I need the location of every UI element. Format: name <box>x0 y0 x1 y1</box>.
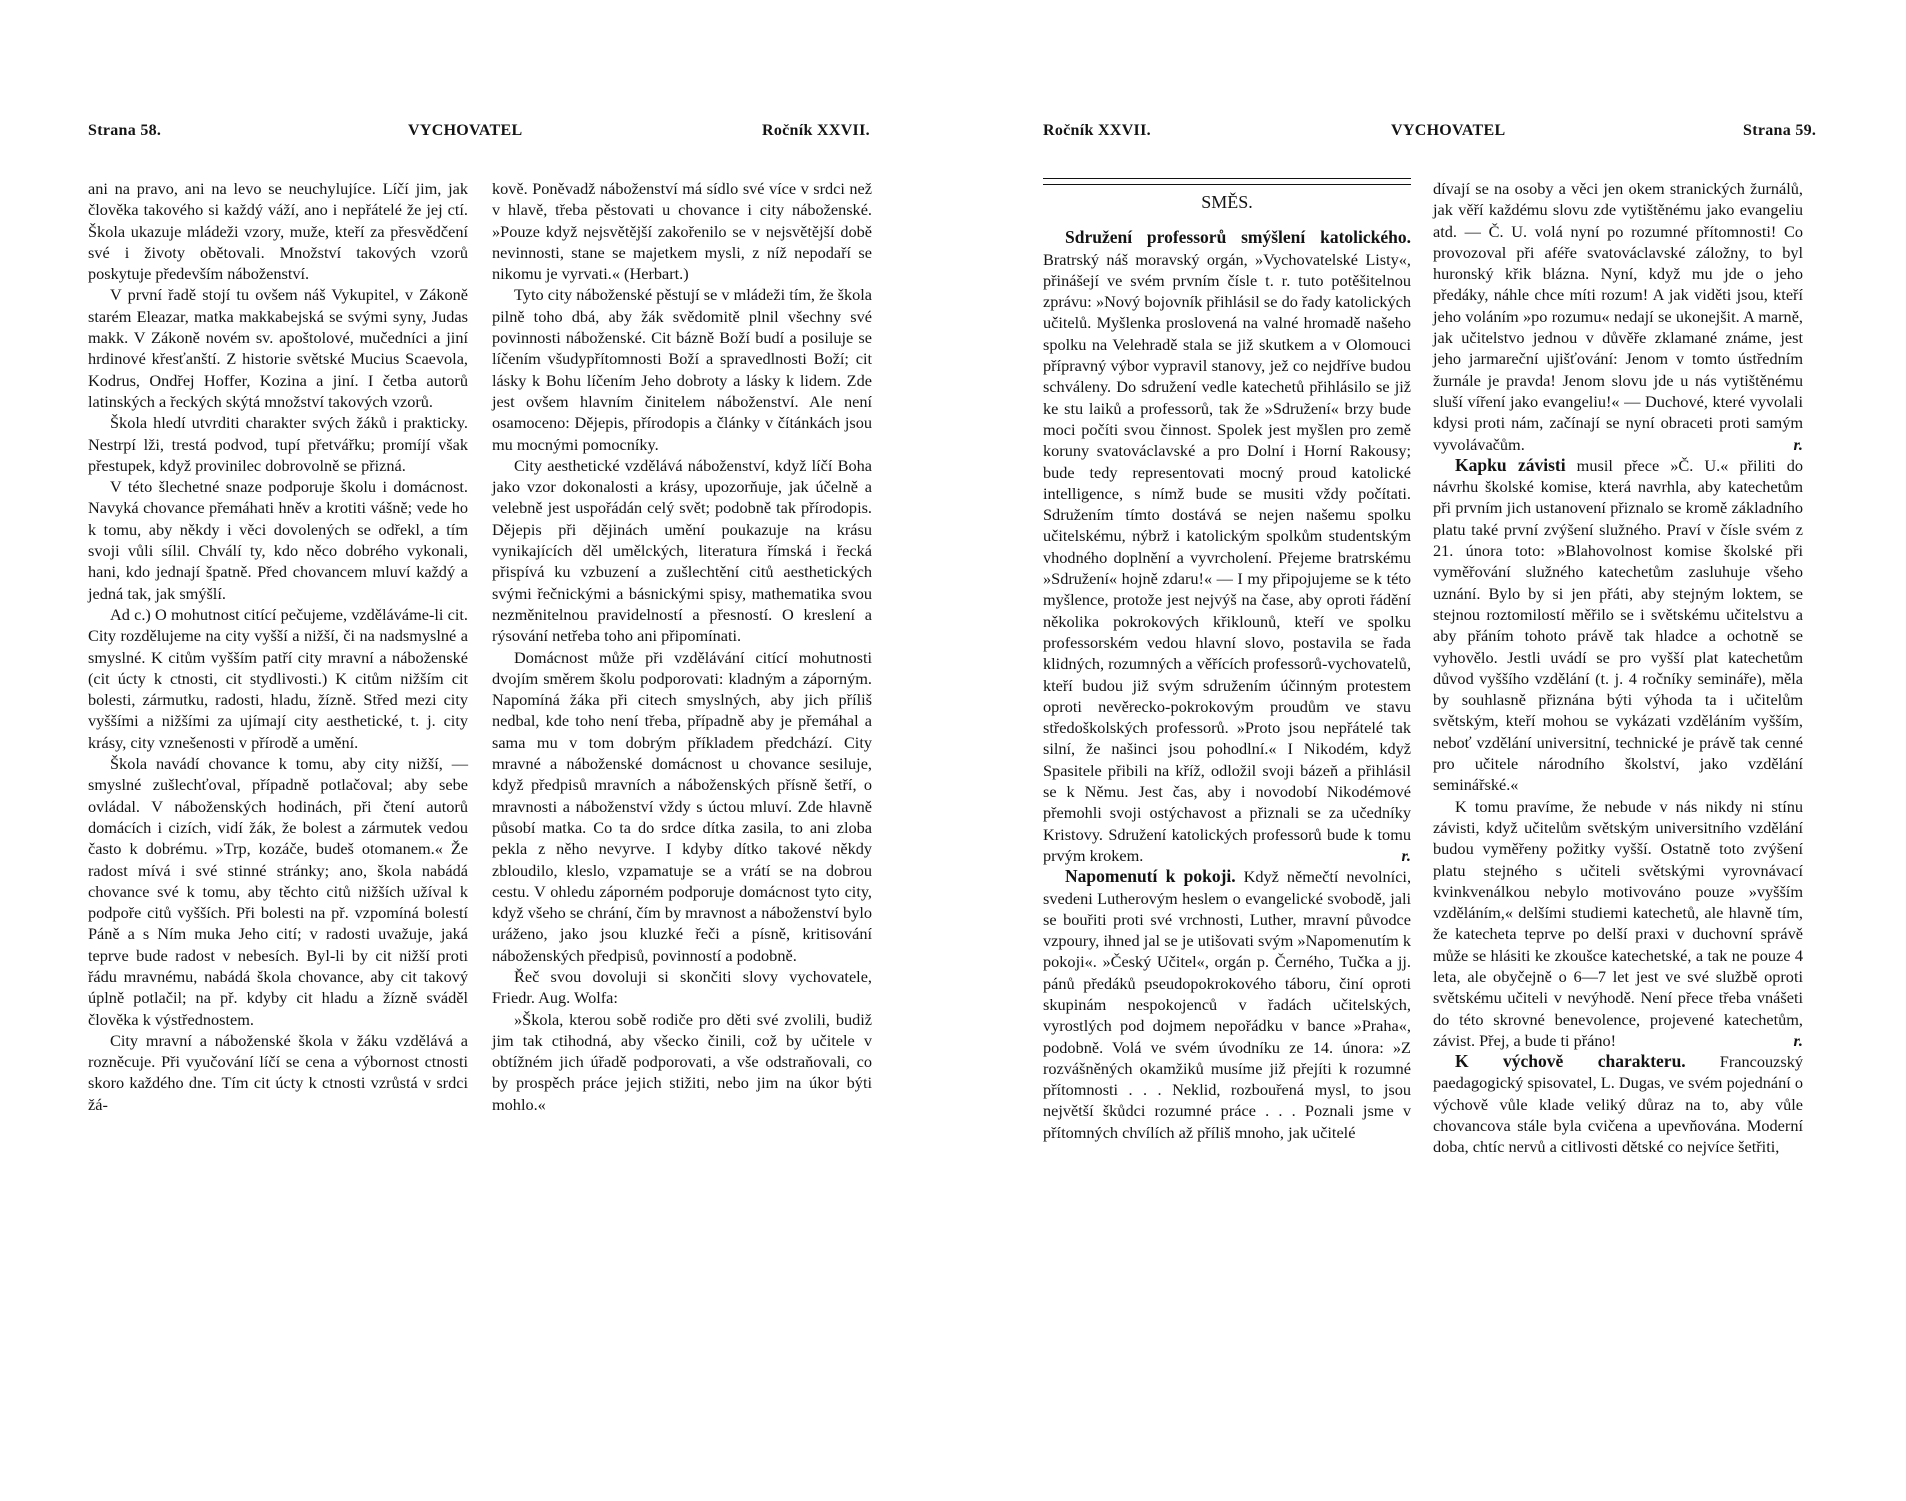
article-signature: r. <box>1401 845 1411 865</box>
paragraph: City mravní a náboženské škola v žáku vzdělává a rozněcuje. Při vyučování líčí se cena a výbornost ctnosti skoro každého dne. Tím cit úcty k ctnosti vzrůstá v srdci žá- <box>88 1030 468 1114</box>
right-column-2 <box>1433 178 1803 1158</box>
paragraph: Řeč svou dovoluji si skončiti slovy vychovatele, Friedr. Aug. Wolfa: <box>492 966 872 1008</box>
article-heading: Kapku závisti <box>1455 454 1566 475</box>
section-title: SMĚS. <box>1201 192 1253 212</box>
paragraph: Ad c.) O mohutnost citící pečujeme, vzděláváme-li cit. City rozdělujeme na city vyšší a nižší, či na nadsmyslné a smyslné. K citům vyšším patří city mravní a náboženské (cit úcty k ctnosti, cit stydlivosti.) K citům nižším cit bolesti, zármutku, radosti, hladu, žízně. Střed mezi city vyššími a nižšími za ujímají city aesthetické, t. j. city krásy, city vznešenosti v přírodě a umění. <box>88 604 468 752</box>
journal-title-right: VYCHOVATEL <box>1391 122 1506 139</box>
paragraph: »Škola, kterou sobě rodiče pro děti své zvolili, budiž jim tak ctihodná, aby všecko činili, což by učitele v obtížném jich úřadě podporovati, a vše odstraňovali, co by prospěch práce jejich stižiti, nebo jim na úkor býti mohlo.« <box>492 1009 872 1114</box>
paragraph: Domácnost může při vzdělávání citící mohutnosti dvojím směrem školu podporovati: kladným a záporným. Napomíná žáka při citech smyslných, aby jich příliš nedbal, kde toho není třeba, případně aby je přemáhal a sama mu v tom dobrým příkladem předchází. City mravné a náboženské domácnost u chovance sesiluje, když předpisů mravních a náboženských přísně šetří, o mravnosti a náboženství vždy s úctou mluví. Zde hlavně působí matka. Co ta do srdce dítka zasila, to ani zloba pekla z něho nevyrve. I kdyby dítko takové někdy zbloudilo, kleslo, vzpamatuje se a vrátí se na dobrou cestu. V ohledu záporném podporuje domácnost tyto city, když všeho se chrání, čím by mravnost a náboženství bylo uráženo, jako jsou kluzké řeči a písně, kritisování náboženských předpisů, povinností a podobně. <box>492 647 872 965</box>
article-heading: Napomenutí k pokoji. <box>1065 866 1236 887</box>
article-text: musil přece »Č. U.« přiliti do návrhu školské komise, která navrhla, aby katechetům při prvním jich ustanovení přiznalo se kromě základního platu také první zvýšení služného. Praví v čísle svém z 21. února toto: »Blahovolnost komise školské při vyměřování služného katechetům zasluhuje všeho uznání. Bylo by si jen přáti, aby stejným loktem, se stejnou roztomilostí měřilo se i světskému učitelstvu a aby přáním tohoto právě tak hladce a ochotně se vyhovělo. Jestli uvádí se pro vyšší plat katechetům důvod vyššího vzdělání (t. j. 4 ročníky semináře), měla by souhlasně přiznána býti výhoda ta i učitelům světským, kteří mohou se vykázati vzděláním vyšším, neboť vzdělání universitní, technické je právě tak cenné pro učitele národního školství, jako vzdělání seminářské.« <box>1433 455 1803 795</box>
paragraph: kově. Poněvadž náboženství má sídlo své více v srdci než v hlavě, třeba pěstovati u chovance i city náboženské. »Pouze když nejsvětější zakořenilo se v nejsvětější době nevinnosti, stane se majetkem mysli, z níž nepodaří se nikomu je vyrvati.« (Herbart.) <box>492 179 872 284</box>
section-rule-top-thin <box>1043 184 1411 185</box>
article-text: Bratrský náš moravský orgán, »Vychovatelské Listy«, přinášejí ve svém prvním čísle t. r. tuto potěšitelnou zprávu: »Nový bojovník přihlásil se do řady katolických učitelů. Myšlenka proslovená na valné hromadě našeho spolku na Velehradě stala se již skutkem a v Olomouci přípravný výbor vypravil stanovy, jež co nejdříve budou schváleny. Do sdružení vedle katechetů přihlásilo se již ke stu laiků a professorů, tak že »Sdružení« brzy bude moci počíti svou činnost. Spolek jest myšlen pro země koruny svatováclavské a pro Dolní i Horní Rakousy; bude tedy representovati mocný proud katolické intelligence, s nímž bude se musiti vždy počítati. Sdružením tímto dostává se nejen našemu spolku učitelskému, nýbrž i katolickým spolkům studentským vhodného doplnění a vyvrcholení. Přejeme bratrskému »Sdružení« hojně zdaru!« — I my připojujeme se k této myšlence, protože jest nejvýš na čase, aby oproti řádění několika pokrokových křiklounů, kteří ve spolku professorském vedou hlavní slovo, postavila se řada klidných, rozumných a věřících professorů-vychovatelů, kteří budou již svým sdružením účinným protestem oproti nevěrecko-pokrokovým proudům ve stavu středoškolských professorů. »Proto jsou nepřátelé tak silní, že našinci jsou pohodlní.« I Nikodém, když Spasitele přibili na kříž, odložil svoji bázeň a přihlásil se k Němu. Jest čas, aby i novodobí Nikodémové přemohli svoji ostýchavost a přiznali se za učedníky Kristovy. Sdružení katolických professorů bude k tomu prvým krokem. <box>1043 249 1412 865</box>
volume-left: Ročník XXVII. <box>762 122 870 139</box>
right-page <box>953 0 1906 1501</box>
article-text: dívají se na osoby a věci jen okem stranických žurnálů, jak věří každému slovu zde vytištěnému jako evangeliu atd. — Č. U. volá nyní po rozumné přítomnosti! Co provozoval při aféře svatováclavské záložny, to byl huronský křik blázna. Nyní, když mu jde o jeho předáky, náhle chce míti rozum! A jak viděti jsou, kteří jeho voláním »po rozumu« nedají se ukonejšit. A marně, jak učitelstvo jednou v důvěře zklamané známe, jest jeho jarmareční ujišťování: Jenom v tomto ústředním žurnále je pravda! Jenom slovu jde u nás vytištěnému sluší víření jako evangeliu!« — Duchové, které vyvolali kdysi proti nám, začínají se nyní obraceti proti samým vyvolávačům. <box>1433 179 1803 454</box>
paragraph: Tyto city náboženské pěstují se v mládeži tím, že škola pilně toho dbá, aby žák svědomitě plnil všechny své povinnosti náboženské. Cit bázně Boží budí a posiluje se líčením všudypřítomnosti Boží a spravedlnosti Boží; cit lásky k Bohu líčením Jeho dobroty a lásky k lidem. Zde jest ovšem hlavním činitelem náboženství. Ale není osamoceno: Dějepis, přírodopis a články v čítánkách jsou mu mocnými pomocníky. <box>492 285 872 454</box>
article-heading: K výchově charakteru. <box>1455 1051 1686 1072</box>
article-heading: Sdružení professorů smýšlení katolického. <box>1065 227 1411 248</box>
right-column-1 <box>1043 192 1411 1143</box>
paragraph: Škola hledí utvrditi charakter svých žáků i prakticky. Nestrpí lži, trestá podvod, tupí přetvářku; promíjí však přestupek, když provinilec dobrovolně se přizná. <box>88 413 468 475</box>
journal-title-left: VYCHOVATEL <box>408 122 523 139</box>
article-text: Když němečtí nevolníci, svedeni Lutherovým heslem o evangelické svobodě, jali se bouřiti proti své vrchnosti, Luther, mravní původce vzpoury, ihned jal se je utišovati svým »Napomenutím k pokoji«. »Český Učitel«, orgán p. Černého, Tučka a jj. pánů předáků pseudopokrokového táboru, činí oproti skupinám nespokojenců v řadách učitelských, vyrostlých pod dojmem nepořádku v bance »Praha«, podobně. Volá ve svém úvodníku ze 14. února: »Z rozvášněných okamžiků musíme již přejíti k rozumné přítomnosti . . . Neklid, rozbouřená mysl, to jsou největší škůdci rozumné práce . . . Poznali jsme v přítomných chvílích až příliš mnoho, jak učitelé <box>1043 867 1412 1142</box>
page-number-left: Strana 58. <box>88 122 162 139</box>
paragraph: V první řadě stojí tu ovšem náš Vykupitel, v Zákoně starém Eleazar, matka makkabejská se svými syny, Judas makk. V Zákoně novém sv. apoštolové, mučedníci a jiní hrdinové křesťanští. Z historie světské Mucius Scaevola, Kodrus, Ondřej Hoffer, Kozina a jiní. I četba autorů latinských a řeckých skýtá množství takových vzorů. <box>88 285 468 411</box>
left-column-1 <box>88 178 468 1115</box>
paragraph: V této šlechetné snaze podporuje školu i domácnost. Navyká chovance přemáhati hněv a krotiti vášně; vede ho k tomu, aby někdy i věci dovolených se odřekl, a tím svoji vůli sílil. Chválí ty, kdo něco dobrého vykonali, hani, kdo jednají špatně. Před chovancem mluví každý a jedná tak, jak smýšlí. <box>88 477 468 603</box>
volume-right: Ročník XXVII. <box>1043 122 1151 139</box>
left-column-2 <box>492 178 872 1115</box>
paragraph: City aesthetické vzdělává náboženství, když líčí Boha jako vzor dokonalosti a krásy, upozorňuje, jak účelně a velebně jest uspořádán celý svět; podobně tak přírodopis. Dějepis při dějinách umění poukazuje na krásu vynikajících děl umělckých, literatura římská i řecká přispívá ku vzbuzení a zušlechtění citů aesthetických svými řečnickými a básnickými spisy, mathematika svou nezměnitelnou pravidelností a přesností. O kreslení a rýsování netřeba toho ani připomínati. <box>492 455 872 646</box>
article-text: Francouzský paedagogický spisovatel, L. Dugas, ve svém pojednání o výchově vůle klade veliký důraz na to, aby vůle chovancova stále byla cvičena a upevňována. Moderní doba, chtíc nervů a citlivosti dětské co nejvíce šetřiti, <box>1433 1052 1803 1157</box>
paragraph: Škola navádí chovance k tomu, aby city nižší, — smyslné zušlechťoval, případně potlačoval; aby sebe ovládal. V náboženských hodinách, při čtení autorů domácích i cizích, vidí žák, že bolest a zármutek vedou často k dobrému. »Trp, kozáče, budeš otomanem.« Že radost mívá i své stinné stránky; ano, škola nabádá chovance své k tomu, aby těchto citů nižších užíval k podpoře citů vyšších. Při bolesti na př. vzpomíná bolestí Páně a s Ním muka Jeho cití; v radosti uvažuje, jaká teprve bude radost v nebesích. Byl-li by cit nižší proti řádu mravnému, nabádá škola chovance, aby cit takový úplně potlačil; na př. kdyby cit hladu a žízně sváděl člověka k výstřednostem. <box>88 754 468 1029</box>
article-text: K tomu pravíme, že nebude v nás nikdy ni stínu závisti, když učitelům světským universitního vzdělání budou vyměřeny požitky vyšší. Ostatně toto zvýšení platu stejného s učiteli světskými vyrovnávací kvinkvenálkou nebylo motivováno pouze »vyšším vzděláním,« delšími studiemi katechetů, ale hlavně tím, že katecheta teprve po delší praxi v duchovní správě může se hlásiti ke zkoušce katechetské, a tak ne pouze 4 leta, ale obyčejně o 6—7 let jest ve své službě oproti světskému učiteli v nevýhodě. Není přece třeba vnášeti do této skrovné benevolence, projevené katechetům, závist. Přej, a bude ti přáno! <box>1433 796 1803 1050</box>
article-signature: r. <box>1793 1030 1803 1050</box>
page-number-right: Strana 59. <box>1743 122 1817 139</box>
paragraph: ani na pravo, ani na levo se neuchylujíce. Líčí jim, jak člověka takového si každý váží, ano i nepřátelé že jej ctí. Škola ukazuje mládeži vzory, muže, kteří za přesvědčení své i životy obětovali. Množství takových vzorů poskytuje především náboženství. <box>88 179 468 284</box>
section-rule-top <box>1043 178 1411 179</box>
article-signature: r. <box>1793 434 1803 454</box>
